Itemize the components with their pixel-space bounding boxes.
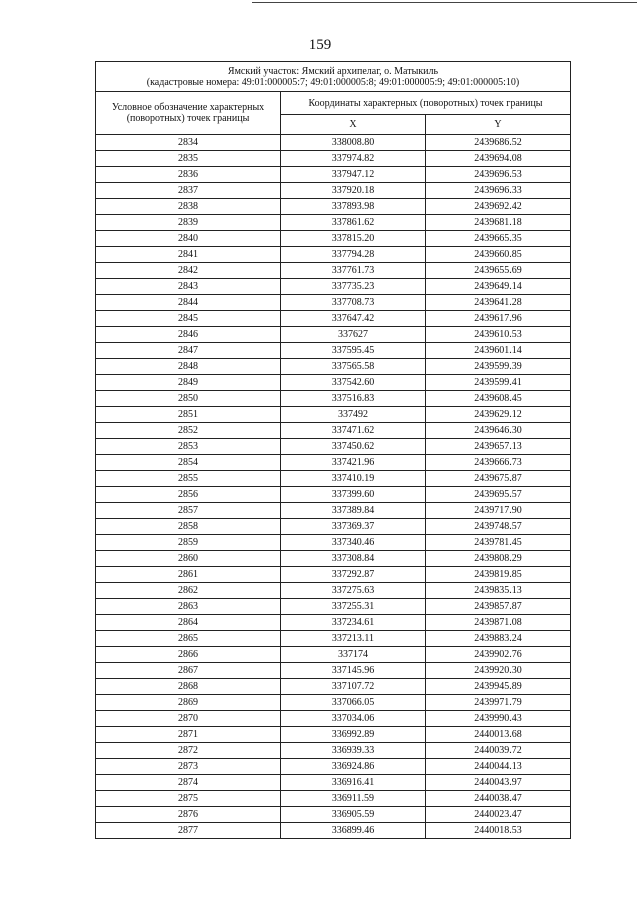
x-cell: 337410.19 — [281, 471, 426, 487]
table-row — [96, 167, 571, 183]
page-number: 159 — [308, 37, 332, 53]
x-cell: 337213.11 — [281, 631, 426, 647]
table-row — [96, 807, 571, 823]
header-coordinates: Координаты характерных (поворотных) точек границы — [281, 92, 571, 115]
table-row — [96, 519, 571, 535]
x-cell: 337815.20 — [281, 231, 426, 247]
y-cell: 2439696.53 — [426, 167, 571, 183]
point-cell: 2857 — [96, 503, 281, 519]
y-cell: 2440038.47 — [426, 791, 571, 807]
point-cell: 2871 — [96, 727, 281, 743]
table-row — [96, 343, 571, 359]
x-cell: 336905.59 — [281, 807, 426, 823]
point-cell: 2835 — [96, 151, 281, 167]
point-cell: 2869 — [96, 695, 281, 711]
y-cell: 2440013.68 — [426, 727, 571, 743]
x-cell: 337255.31 — [281, 599, 426, 615]
point-cell: 2844 — [96, 295, 281, 311]
table-row — [96, 231, 571, 247]
y-cell: 2439717.90 — [426, 503, 571, 519]
table-row — [96, 679, 571, 695]
y-cell: 2439808.29 — [426, 551, 571, 567]
x-cell: 337794.28 — [281, 247, 426, 263]
y-cell: 2439902.76 — [426, 647, 571, 663]
y-cell: 2439641.28 — [426, 295, 571, 311]
x-cell: 337565.58 — [281, 359, 426, 375]
point-cell: 2858 — [96, 519, 281, 535]
y-cell: 2439835.13 — [426, 583, 571, 599]
y-cell: 2439646.30 — [426, 423, 571, 439]
table-row — [96, 791, 571, 807]
x-cell: 337421.96 — [281, 455, 426, 471]
y-cell: 2439920.30 — [426, 663, 571, 679]
x-cell: 336899.46 — [281, 823, 426, 839]
header-point: Условное обозначение характерных (поворотных) точек границы — [96, 92, 281, 135]
x-cell: 338008.80 — [281, 135, 426, 151]
point-cell: 2866 — [96, 647, 281, 663]
x-cell: 337340.46 — [281, 535, 426, 551]
table-row — [96, 775, 571, 791]
y-cell: 2439696.33 — [426, 183, 571, 199]
table-row — [96, 263, 571, 279]
x-cell: 337450.62 — [281, 439, 426, 455]
y-cell: 2439610.53 — [426, 327, 571, 343]
point-cell: 2865 — [96, 631, 281, 647]
table-row — [96, 247, 571, 263]
table-row — [96, 487, 571, 503]
table-row — [96, 471, 571, 487]
table-row — [96, 295, 571, 311]
y-cell: 2439666.73 — [426, 455, 571, 471]
table-row — [96, 439, 571, 455]
x-cell: 337647.42 — [281, 311, 426, 327]
y-cell: 2439660.85 — [426, 247, 571, 263]
table-row — [96, 455, 571, 471]
point-cell: 2847 — [96, 343, 281, 359]
table-row — [96, 615, 571, 631]
top-rule — [252, 2, 637, 3]
point-cell: 2870 — [96, 711, 281, 727]
y-cell: 2439649.14 — [426, 279, 571, 295]
y-cell: 2439617.96 — [426, 311, 571, 327]
x-cell: 336939.33 — [281, 743, 426, 759]
table-row — [96, 551, 571, 567]
y-cell: 2439601.14 — [426, 343, 571, 359]
table-row — [96, 199, 571, 215]
table-row — [96, 375, 571, 391]
table-row — [96, 743, 571, 759]
table-row — [96, 327, 571, 343]
table-row — [96, 391, 571, 407]
point-cell: 2852 — [96, 423, 281, 439]
y-cell: 2439665.35 — [426, 231, 571, 247]
point-cell: 2843 — [96, 279, 281, 295]
point-cell: 2856 — [96, 487, 281, 503]
point-cell: 2867 — [96, 663, 281, 679]
table-row — [96, 359, 571, 375]
table-row — [96, 695, 571, 711]
x-cell: 337308.84 — [281, 551, 426, 567]
x-cell: 337471.62 — [281, 423, 426, 439]
x-cell: 337292.87 — [281, 567, 426, 583]
point-cell: 2861 — [96, 567, 281, 583]
x-cell: 337974.82 — [281, 151, 426, 167]
y-cell: 2439781.45 — [426, 535, 571, 551]
x-cell: 337034.06 — [281, 711, 426, 727]
y-cell: 2439819.85 — [426, 567, 571, 583]
x-cell: 337516.83 — [281, 391, 426, 407]
point-cell: 2836 — [96, 167, 281, 183]
y-cell: 2439599.39 — [426, 359, 571, 375]
y-cell: 2439681.18 — [426, 215, 571, 231]
table-row — [96, 647, 571, 663]
y-cell: 2439945.89 — [426, 679, 571, 695]
point-cell: 2851 — [96, 407, 281, 423]
y-cell: 2440018.53 — [426, 823, 571, 839]
x-cell: 337234.61 — [281, 615, 426, 631]
table-row — [96, 183, 571, 199]
y-cell: 2439871.08 — [426, 615, 571, 631]
table-row — [96, 407, 571, 423]
point-cell: 2876 — [96, 807, 281, 823]
x-cell: 337399.60 — [281, 487, 426, 503]
point-cell: 2846 — [96, 327, 281, 343]
x-cell: 337627 — [281, 327, 426, 343]
table-title-line2: (кадастровые номера: 49:01:000005:7; 49:01:000005:8; 49:01:000005:9; 49:01:000005:10) — [146, 76, 520, 88]
y-cell: 2440023.47 — [426, 807, 571, 823]
coordinates-table — [95, 61, 571, 839]
table-row — [96, 583, 571, 599]
table-row — [96, 567, 571, 583]
x-cell: 337861.62 — [281, 215, 426, 231]
point-cell: 2853 — [96, 439, 281, 455]
point-cell: 2841 — [96, 247, 281, 263]
x-cell: 337542.60 — [281, 375, 426, 391]
point-cell: 2877 — [96, 823, 281, 839]
table-row — [96, 503, 571, 519]
y-cell: 2439748.57 — [426, 519, 571, 535]
x-cell: 336916.41 — [281, 775, 426, 791]
point-cell: 2854 — [96, 455, 281, 471]
table-row — [96, 279, 571, 295]
x-cell: 337735.23 — [281, 279, 426, 295]
table-row — [96, 823, 571, 839]
y-cell: 2440044.13 — [426, 759, 571, 775]
x-cell: 337761.73 — [281, 263, 426, 279]
y-cell: 2439857.87 — [426, 599, 571, 615]
y-cell: 2440043.97 — [426, 775, 571, 791]
table-row — [96, 599, 571, 615]
point-cell: 2862 — [96, 583, 281, 599]
point-cell: 2839 — [96, 215, 281, 231]
y-cell: 2439971.79 — [426, 695, 571, 711]
point-cell: 2848 — [96, 359, 281, 375]
point-cell: 2873 — [96, 759, 281, 775]
point-cell: 2868 — [96, 679, 281, 695]
point-cell: 2855 — [96, 471, 281, 487]
table-row — [96, 423, 571, 439]
table-title — [96, 62, 571, 92]
table-body — [96, 135, 571, 839]
x-cell: 336992.89 — [281, 727, 426, 743]
point-cell: 2837 — [96, 183, 281, 199]
point-cell: 2842 — [96, 263, 281, 279]
table-row — [96, 727, 571, 743]
y-cell: 2440039.72 — [426, 743, 571, 759]
table-row — [96, 631, 571, 647]
point-cell: 2840 — [96, 231, 281, 247]
point-cell: 2849 — [96, 375, 281, 391]
x-cell: 336924.86 — [281, 759, 426, 775]
table-row — [96, 663, 571, 679]
y-cell: 2439599.41 — [426, 375, 571, 391]
point-cell: 2864 — [96, 615, 281, 631]
x-cell: 337920.18 — [281, 183, 426, 199]
table-row — [96, 135, 571, 151]
point-cell: 2875 — [96, 791, 281, 807]
point-cell: 2845 — [96, 311, 281, 327]
y-cell: 2439990.43 — [426, 711, 571, 727]
point-cell: 2859 — [96, 535, 281, 551]
point-cell: 2834 — [96, 135, 281, 151]
point-cell: 2838 — [96, 199, 281, 215]
x-cell: 337595.45 — [281, 343, 426, 359]
x-cell: 337145.96 — [281, 663, 426, 679]
y-cell: 2439883.24 — [426, 631, 571, 647]
point-cell: 2860 — [96, 551, 281, 567]
table-row — [96, 711, 571, 727]
y-cell: 2439694.08 — [426, 151, 571, 167]
x-cell: 337492 — [281, 407, 426, 423]
y-cell: 2439692.42 — [426, 199, 571, 215]
table-title-line1: Ямский участок: Ямский архипелаг, о. Матыкиль — [227, 65, 439, 77]
table-row — [96, 151, 571, 167]
y-cell: 2439695.57 — [426, 487, 571, 503]
table-row — [96, 535, 571, 551]
table-row — [96, 215, 571, 231]
y-cell: 2439629.12 — [426, 407, 571, 423]
x-cell: 337174 — [281, 647, 426, 663]
x-cell: 337369.37 — [281, 519, 426, 535]
header-x: X — [281, 115, 426, 135]
y-cell: 2439686.52 — [426, 135, 571, 151]
point-cell: 2872 — [96, 743, 281, 759]
point-cell: 2863 — [96, 599, 281, 615]
table-row — [96, 759, 571, 775]
x-cell: 336911.59 — [281, 791, 426, 807]
x-cell: 337893.98 — [281, 199, 426, 215]
y-cell: 2439608.45 — [426, 391, 571, 407]
x-cell: 337947.12 — [281, 167, 426, 183]
x-cell: 337389.84 — [281, 503, 426, 519]
x-cell: 337107.72 — [281, 679, 426, 695]
y-cell: 2439657.13 — [426, 439, 571, 455]
point-cell: 2850 — [96, 391, 281, 407]
y-cell: 2439655.69 — [426, 263, 571, 279]
point-cell: 2874 — [96, 775, 281, 791]
table-row — [96, 311, 571, 327]
y-cell: 2439675.87 — [426, 471, 571, 487]
x-cell: 337275.63 — [281, 583, 426, 599]
x-cell: 337066.05 — [281, 695, 426, 711]
x-cell: 337708.73 — [281, 295, 426, 311]
header-y: Y — [426, 115, 571, 135]
